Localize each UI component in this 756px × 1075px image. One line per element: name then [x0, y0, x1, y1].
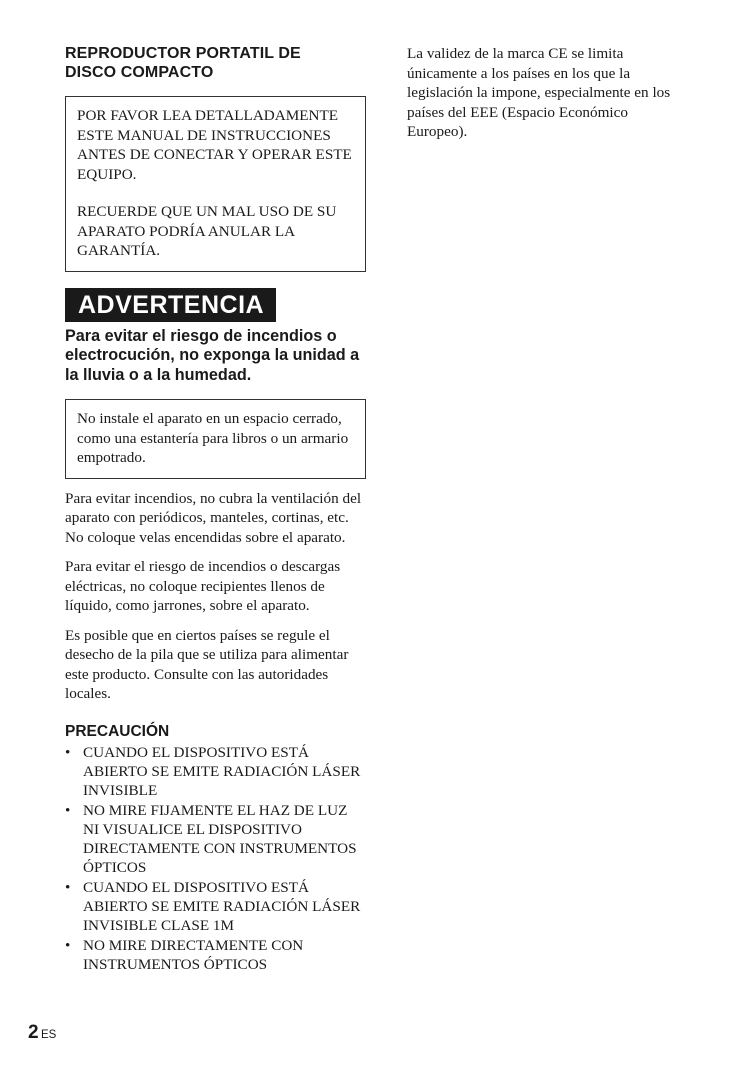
caution-item	[65, 743, 366, 800]
notice-box	[65, 96, 366, 272]
caution-item-text: NO MIRE DIRECTAMENTE CON INSTRUMENTOS ÓPTICOS	[83, 936, 304, 973]
ce-mark-paragraph: La validez de la marca CE se limita únicamente a los países en los que la legislación la impone, especialmente en los países del EEE (Espacio Económico Europeo).	[407, 45, 671, 140]
caution-item	[65, 878, 366, 935]
right-column	[407, 44, 687, 142]
caution-item	[65, 801, 366, 877]
caution-item	[65, 936, 366, 974]
bullet-dot-icon: •	[65, 878, 71, 896]
document-title-line1: REPRODUCTOR PORTATIL DE	[65, 45, 301, 62]
paragraph-liquids: Para evitar el riesgo de incendios o descargas eléctricas, no coloque recipientes llenos de líquido, como jarrones, sobre el aparato.	[65, 558, 341, 614]
caution-item-text: CUANDO EL DISPOSITIVO ESTÁ ABIERTO SE EMITE RADIACIÓN LÁSER INVISIBLE	[83, 743, 361, 799]
left-column	[65, 44, 366, 975]
notice-paragraph-1: POR FAVOR LEA DETALLADAMENTE ESTE MANUAL DE INSTRUCCIONES ANTES DE CONECTAR Y OPERAR ESTE EQUIPO.	[77, 107, 352, 183]
bullet-dot-icon: •	[65, 801, 71, 819]
warning-banner: ADVERTENCIA	[65, 288, 276, 322]
caution-item-text: CUANDO EL DISPOSITIVO ESTÁ ABIERTO SE EMITE RADIACIÓN LÁSER INVISIBLE CLASE 1M	[83, 878, 361, 934]
page-language-code: ES	[41, 1029, 57, 1041]
caution-item-text: NO MIRE FIJAMENTE EL HAZ DE LUZ NI VISUALICE EL DISPOSITIVO DIRECTAMENTE CON INSTRUMENTOS ÓPTICOS	[83, 801, 357, 876]
bullet-dot-icon: •	[65, 743, 71, 761]
warning-subtitle: Para evitar el riesgo de incendios o electrocución, no exponga la unidad a la lluvia o a la humedad.	[65, 326, 360, 384]
paragraph-battery-disposal: Es posible que en ciertos países se regule el desecho de la pila que se utiliza para alimentar este producto. Consulte con las autoridades locales.	[65, 626, 349, 702]
caution-heading: PRECAUCIÓN	[65, 722, 170, 740]
paragraph-ventilation: Para evitar incendios, no cubra la ventilación del aparato con periódicos, manteles, cortinas, etc. No coloque velas encendidas sobre el aparato.	[65, 489, 362, 546]
document-title-line2: DISCO COMPACTO	[65, 64, 214, 81]
install-notice-text: No instale el aparato en un espacio cerrado, como una estantería para libros o un armario empotrado.	[77, 410, 349, 466]
notice-paragraph-2: RECUERDE QUE UN MAL USO DE SU APARATO PODRÍA ANULAR LA GARANTÍA.	[77, 203, 337, 259]
bullet-dot-icon: •	[65, 936, 71, 954]
install-notice-box	[65, 399, 366, 479]
document-title	[65, 44, 366, 82]
page-number: 2	[28, 1022, 39, 1043]
caution-list	[65, 743, 366, 974]
